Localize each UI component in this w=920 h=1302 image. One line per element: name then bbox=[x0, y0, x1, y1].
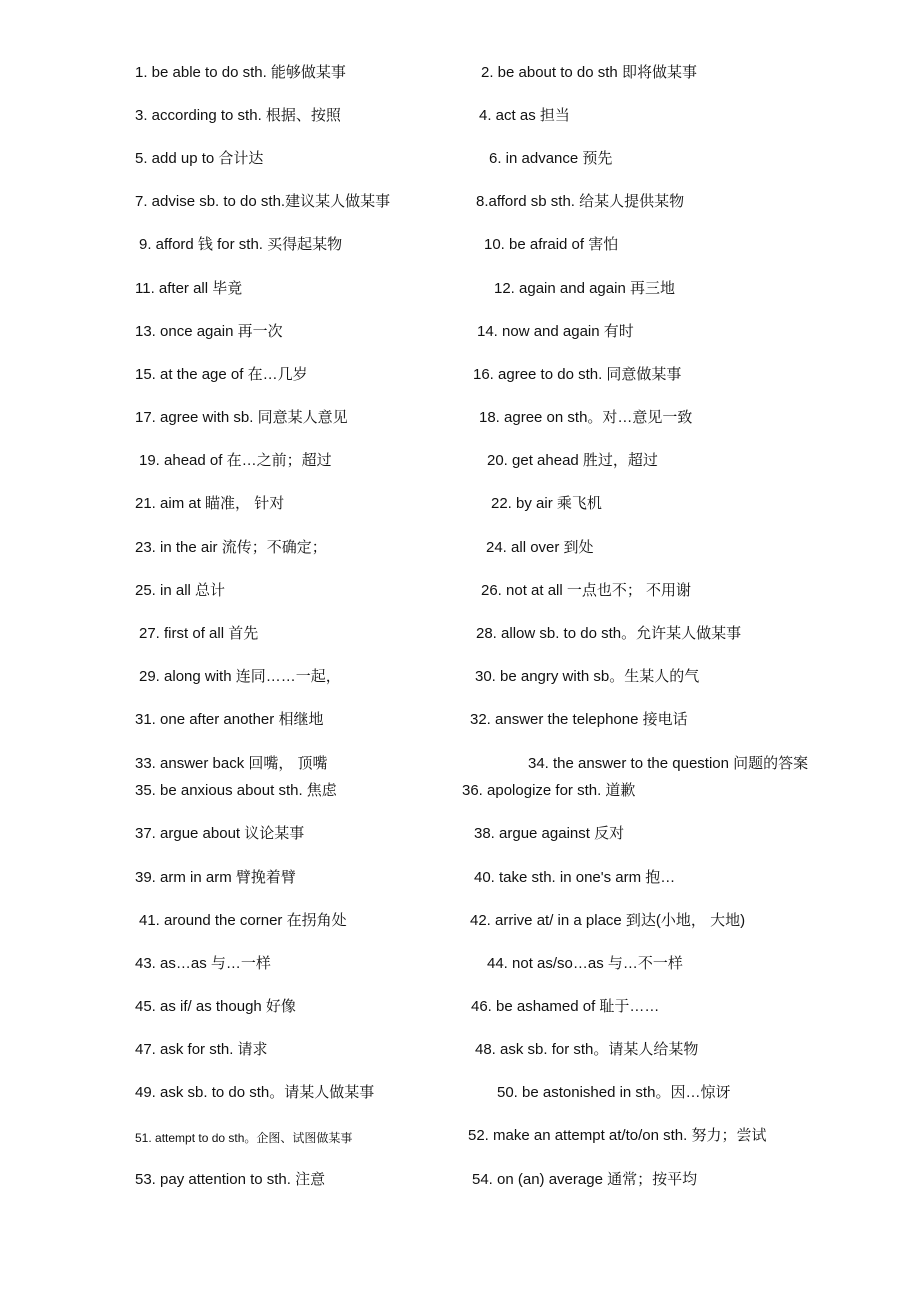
entry-28: 28. allow sb. to do sth。允许某人做某事 bbox=[476, 625, 742, 642]
entry-10: 10. be afraid of 害怕 bbox=[484, 236, 619, 253]
entry-50: 50. be astonished in sth。因…惊讶 bbox=[497, 1084, 731, 1101]
entry-9: 9. afford 钱 for sth. 买得起某物 bbox=[139, 236, 343, 253]
entry-52: 52. make an attempt at/to/on sth. 努力；尝试 bbox=[468, 1127, 767, 1144]
entry-19: 19. ahead of 在…之前；超过 bbox=[139, 452, 332, 469]
entry-12: 12. again and again 再三地 bbox=[494, 280, 675, 297]
entry-43: 43. as…as 与…一样 bbox=[135, 955, 271, 972]
entry-40: 40. take sth. in one's arm 抱… bbox=[474, 869, 676, 886]
entry-41: 41. around the corner 在拐角处 bbox=[139, 912, 347, 929]
entry-54: 54. on (an) average 通常；按平均 bbox=[472, 1171, 698, 1188]
entry-23: 23. in the air 流传；不确定； bbox=[135, 539, 327, 556]
entry-22: 22. by air 乘飞机 bbox=[491, 495, 602, 512]
entry-8: 8.afford sb sth. 给某人提供某物 bbox=[476, 193, 685, 210]
entry-39: 39. arm in arm 臂挽着臂 bbox=[135, 869, 296, 886]
entry-33: 33. answer back 回嘴， 顶嘴 bbox=[135, 755, 328, 772]
entry-49: 49. ask sb. to do sth。请某人做某事 bbox=[135, 1084, 375, 1101]
entry-1: 1. be able to do sth. 能够做某事 bbox=[135, 64, 346, 81]
entry-14: 14. now and again 有时 bbox=[477, 323, 634, 340]
entry-38: 38. argue against 反对 bbox=[474, 825, 625, 842]
entry-37: 37. argue about 议论某事 bbox=[135, 825, 305, 842]
entry-15: 15. at the age of 在…几岁 bbox=[135, 366, 308, 383]
entry-25: 25. in all 总计 bbox=[135, 582, 226, 599]
entry-34: 34. the answer to the question 问题的答案 bbox=[528, 755, 809, 772]
entry-26: 26. not at all 一点也不； 不用谢 bbox=[481, 582, 692, 599]
entry-20: 20. get ahead 胜过，超过 bbox=[487, 452, 658, 469]
entry-31: 31. one after another 相继地 bbox=[135, 711, 324, 728]
entry-11: 11. after all 毕竟 bbox=[135, 280, 243, 297]
entry-13: 13. once again 再一次 bbox=[135, 323, 283, 340]
entry-2: 2. be about to do sth 即将做某事 bbox=[481, 64, 697, 81]
entry-21: 21. aim at 瞄准， 针对 bbox=[135, 495, 285, 512]
entry-27: 27. first of all 首先 bbox=[139, 625, 259, 642]
entry-51: 51. attempt to do sth。企图、试图做某事 bbox=[135, 1131, 353, 1145]
entry-36: 36. apologize for sth. 道歉 bbox=[462, 782, 636, 799]
entry-47: 47. ask for sth. 请求 bbox=[135, 1041, 268, 1058]
entry-35: 35. be anxious about sth. 焦虑 bbox=[135, 782, 337, 799]
entry-4: 4. act as 担当 bbox=[479, 107, 570, 124]
entry-17: 17. agree with sb. 同意某人意见 bbox=[135, 409, 348, 426]
entry-7: 7. advise sb. to do sth.建议某人做某事 bbox=[135, 193, 391, 210]
entry-24: 24. all over 到处 bbox=[486, 539, 594, 556]
entry-29: 29. along with 连同……一起， bbox=[139, 668, 341, 685]
entry-42: 42. arrive at/ in a place 到达(小地， 大地) bbox=[470, 912, 746, 929]
entry-3: 3. according to sth. 根据、按照 bbox=[135, 107, 341, 124]
entry-6: 6. in advance 预先 bbox=[489, 150, 613, 167]
entry-46: 46. be ashamed of 耻于…… bbox=[471, 998, 660, 1015]
entry-16: 16. agree to do sth. 同意做某事 bbox=[473, 366, 682, 383]
entry-32: 32. answer the telephone 接电话 bbox=[470, 711, 688, 728]
entry-53: 53. pay attention to sth. 注意 bbox=[135, 1171, 326, 1188]
entry-44: 44. not as/so…as 与…不一样 bbox=[487, 955, 683, 972]
entry-30: 30. be angry with sb。生某人的气 bbox=[475, 668, 700, 685]
entry-48: 48. ask sb. for sth。请某人给某物 bbox=[475, 1041, 699, 1058]
entry-18: 18. agree on sth。对…意见一致 bbox=[479, 409, 693, 426]
entry-5: 5. add up to 合计达 bbox=[135, 150, 264, 167]
entry-45: 45. as if/ as though 好像 bbox=[135, 998, 296, 1015]
